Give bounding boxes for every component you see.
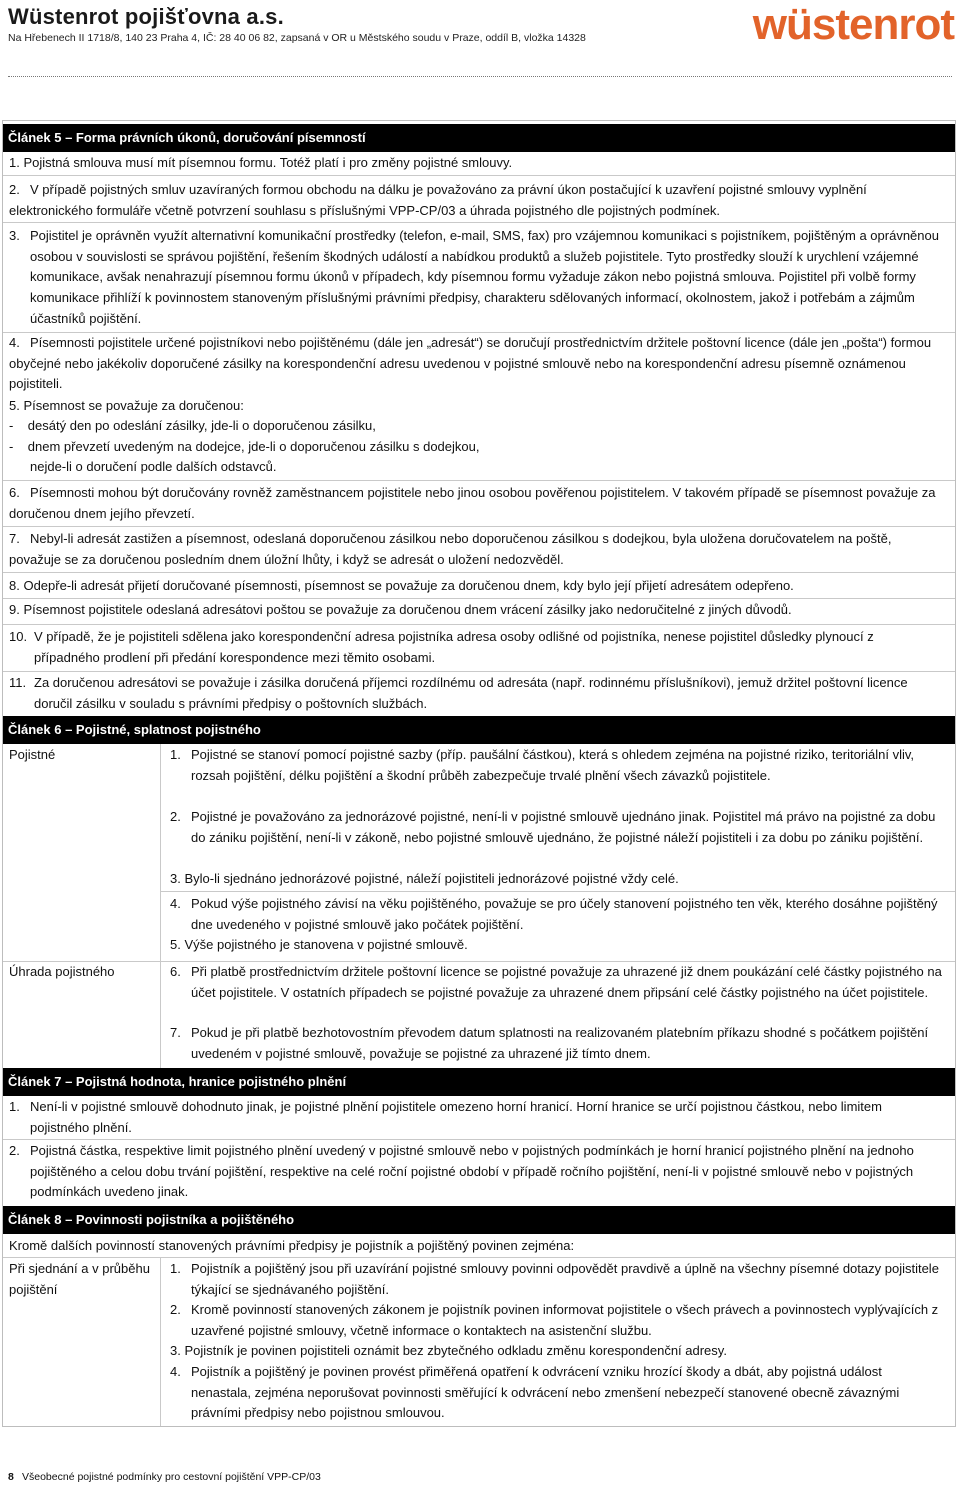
divider (3, 572, 955, 573)
item-number: 2. (170, 1302, 181, 1317)
item-number: 1. (9, 155, 20, 170)
divider (161, 891, 955, 892)
item-text: Není-li v pojistné smlouvě dohodnuto jinak, je pojistné plnění pojistitele omezeno horní hranicí. Horní hranice se určí pojistnou částkou, nebo limitem pojistného plnění. (30, 1099, 882, 1135)
art6-item-5 (170, 935, 945, 956)
item-text: Pojistník je povinen pojistiteli oznámit bez zbytečného odkladu změnu korespondenční adresy. (184, 1343, 727, 1358)
art5-dash-2 (9, 437, 939, 458)
art5-item-10 (9, 627, 939, 668)
item-text: Nebyl-li adresát zastižen a písemnost, odeslaná doporučenou zásilkou nebo doporučenou zásilkou s dodejkou, byla uložena doručovatelem na poště, považuje se za doručenou posledním dnem úložní lhůty, i když se adresát o uložení nedozvěděl. (9, 531, 892, 567)
item-text: Odepře-li adresát přijetí doručované písemnosti, písemnost se považuje za doručenou dnem, kdy bylo její přijetí adresátem odepřeno. (23, 578, 794, 593)
item-text: nejde-li o doručení podle dalších odstavců. (30, 459, 277, 474)
art5-item-4 (9, 333, 939, 395)
item-number: 8. (9, 578, 20, 593)
item-number: 6. (170, 964, 181, 979)
art5-item-5 (9, 396, 939, 417)
divider (3, 624, 955, 625)
item-number: 1. (170, 747, 181, 762)
item-text: V případě, že je pojistiteli sdělena jako korespondenční adresa pojistníka adresa osoby odlišné od pojistníka, nenese pojistitel důsledky plynoucí z případného prodlení při předání korespondence mezi těmito osobami. (34, 629, 874, 665)
divider (3, 175, 955, 176)
item-text: Písemnost pojistitele odeslaná adresátovi poštou se považuje za doručenou dnem vrácení zásilky jako nedoručitelné z jiných důvodů. (23, 602, 792, 617)
item-number: 6. (9, 485, 20, 500)
item-text: Písemnost se považuje za doručenou: (23, 398, 244, 413)
item-number: 3. (170, 1343, 181, 1358)
divider (3, 480, 955, 481)
art5-item-3 (9, 226, 947, 330)
item-number: 7. (170, 1025, 181, 1040)
item-number: 3. (170, 871, 181, 886)
article-5-heading: Článek 5 – Forma právních úkonů, doručování písemností (3, 124, 955, 152)
item-number: 2. (9, 1143, 20, 1158)
art5-item-1 (9, 153, 939, 174)
page-number: 8 (8, 1471, 14, 1483)
divider (3, 222, 955, 223)
dash: - (9, 439, 14, 454)
article-8-heading: Článek 8 – Povinnosti pojistníka a pojištěného (3, 1206, 955, 1234)
item-text: Pojistné je považováno za jednorázové pojistné, není-li v pojistné smlouvě ujednáno jinak. Pojistitel má právo na pojistné za dobu do zániku pojištění, není-li v zákoně, nebo pojistné smlouvě ujednáno, že pojistné náleží pojistiteli i za dobu po zániku pojištění. (191, 809, 936, 845)
art6-item-2 (170, 807, 945, 848)
label-pri-sjednani: Při sjednání a v průběhu pojištění (9, 1261, 150, 1297)
item-text: Písemnosti pojistitele určené pojistníkovi nebo pojištěnému (dále jen „adresát“) se doručují prostřednictvím držitele poštovní licence (dále jen „pošta“) formou obyčejné nebo jakékoliv doporučené zásilky na korespondenční adresu uvedenou v pojistné smlouvě nebo na korespondenční adresu písemně oznámenou pojistiteli. (9, 335, 932, 392)
item-number: 2. (170, 809, 181, 824)
item-number: 1. (170, 1261, 181, 1276)
art5-item-11 (9, 673, 939, 714)
company-name: Wüstenrot pojišťovna a.s. (8, 4, 284, 29)
item-number: 4. (9, 335, 20, 350)
art5-dash-1 (9, 416, 939, 437)
item-number: 4. (170, 1364, 181, 1379)
item-number: 2. (9, 182, 20, 197)
art5-item-8 (9, 576, 947, 597)
footer-text: Všeobecné pojistné podmínky pro cestovní pojištění VPP-CP/03 (22, 1471, 321, 1483)
divider (3, 598, 955, 599)
item-text: Pojistitel je oprávněn využít alternativní komunikační prostředky (telefon, e-mail, SMS, fax) pro vzájemnou komunikaci s pojistníkem, pojištěným a oprávněnou osobou v souvislosti se správou pojištění, řešením škodných událostí a nabídkou produktů a služeb pojistitele. Tyto prostředky slouží k urychlení vzájemné komunikace, avšak nenahrazují písemnou formu úkonů v případech, kdy písemnou formu vyžaduje zákon nebo pojistná smlouva. Pojistitel při volbě formy komunikace přihlíží k povinnostem stanoveným příslušnými právními předpisy, charakteru sdělovaných informací, okolnostem, jakož i potřebám a zájmům účastníků pojištění. (30, 228, 939, 326)
art5-item-9 (9, 600, 947, 621)
label-uhrada-pojistneho: Úhrada pojistného (9, 964, 115, 979)
item-text: Výše pojistného je stanovena v pojistné smlouvě. (184, 937, 468, 952)
art8-item-2 (170, 1300, 945, 1341)
item-number: 1. (9, 1099, 20, 1114)
item-number: 4. (170, 896, 181, 911)
item-text: Při platbě prostřednictvím držitele poštovní licence se pojistné považuje za uhrazené již dnem poukázání celé částky pojistného na účet pojistitele. V ostatních případech se pojistné považuje za uhrazené dnem připsání celé částky pojistného na účet pojistitele. (191, 964, 942, 1000)
item-number: 10. (9, 629, 28, 644)
company-address: Na Hřebenech II 1718/8, 140 23 Praha 4, IČ: 28 40 06 82, zapsaná v OR u Městského soudu v Praze, oddíl B, vložka 14328 (8, 32, 586, 44)
item-text: desátý den po odeslání zásilky, jde-li o doporučenou zásilku, (27, 418, 376, 433)
item-number: 9. (9, 602, 20, 617)
divider (3, 1139, 955, 1140)
divider (3, 671, 955, 672)
item-text: Písemnosti mohou být doručovány rovněž zaměstnancem pojistitele nebo jinou osobou pověřenou pojistitelem. V takovém případě se písemnost považuje za doručenou dnem jejího převzetí. (9, 485, 936, 521)
art8-intro: Kromě dalších povinností stanovených právními předpisy je pojistník a pojištěný povinen zejména: (9, 1238, 575, 1253)
wustenrot-logo: wüstenrot (752, 0, 954, 49)
item-number: 5. (170, 937, 181, 952)
column-divider (160, 1258, 161, 1426)
item-text: Kromě povinností stanovených zákonem je pojistník povinen informovat pojistitele o všech právech a povinnostech vyplývajících z uzavřené pojistné smlouvy, včetně informace o kontaktech na asistenční službu. (191, 1302, 939, 1338)
article-7-heading: Článek 7 – Pojistná hodnota, hranice pojistného plnění (3, 1068, 955, 1096)
item-text: Pojistná smlouva musí mít písemnou formu. Totéž platí i pro změny pojistné smlouvy. (23, 155, 513, 170)
art5-item-7 (9, 529, 947, 570)
dash: - (9, 418, 14, 433)
art8-item-4 (170, 1362, 945, 1424)
item-text: dnem převzetí uvedeným na dodejce, jde-li o doporučenou zásilku s dodejkou, (27, 439, 480, 454)
art5-dash-tail (30, 457, 930, 478)
item-text: Pokud je při platbě bezhotovostním převodem datum splatnosti na realizovaném platebním příkazu shodné s počátkem pojištění uvedeném v pojistné smlouvě, považuje se pojistné za uhrazené již tímto dnem. (191, 1025, 929, 1061)
art8-item-3 (170, 1341, 945, 1362)
item-number: 7. (9, 531, 20, 546)
art7-item-1 (9, 1097, 939, 1138)
item-text: Pojistné se stanoví pomocí pojistné sazby (příp. paušální částkou), která s ohledem zejména na pojistné riziko, teritoriální vliv, rozsah pojištění, délku pojištění a škodní průběh zabezpečuje trvalé plnění všech závazků pojistitele. (191, 747, 915, 783)
art5-item-2 (9, 180, 947, 221)
item-number: 11. (9, 675, 27, 690)
art7-item-2 (9, 1141, 939, 1203)
art6-item-1 (170, 745, 945, 786)
item-text: Pojistník a pojištěný je povinen provést přiměřená opatření k odvrácení vzniku hrozící škody a dbát, aby pojistná událost nenastala, zejména neporušovat povinnosti směřující k odvrácení nebo zmenšení nebezpečí stanovené obecně závaznými právními předpisy nebo pojistnou smlouvou. (191, 1364, 900, 1421)
header-divider (8, 76, 952, 77)
item-number: 3. (9, 228, 20, 243)
item-text: Bylo-li sjednáno jednorázové pojistné, náleží pojistiteli jednorázové pojistné vždy celé. (184, 871, 679, 886)
divider (3, 1257, 955, 1258)
divider (3, 526, 955, 527)
item-number: 5. (9, 398, 20, 413)
column-divider (160, 744, 161, 1068)
item-text: V případě pojistných smluv uzavíraných formou obchodu na dálku je považováno za právní úkon postačující k uzavření pojistné smlouvy vyplnění elektronického formuláře včetně potvrzení souhlasu s příslušnými VPP-CP/03 a úhrada pojistného dle pojistných podmínek. (9, 182, 867, 218)
art6-item-6 (170, 962, 945, 1003)
item-text: Pojistník a pojištěný jsou při uzavírání pojistné smlouvy povinni odpovědět pravdivě a úplně na všechny písemné dotazy pojistitele týkající se sjednávaného pojištění. (191, 1261, 939, 1297)
art8-item-1 (170, 1259, 945, 1300)
label-pojistne: Pojistné (9, 747, 56, 762)
article-6-heading: Článek 6 – Pojistné, splatnost pojistného (3, 716, 955, 744)
art6-item-4 (170, 894, 945, 935)
art6-item-7 (170, 1023, 945, 1064)
art5-item-6 (9, 483, 944, 524)
art6-item-3 (170, 869, 945, 890)
page-header (0, 0, 960, 80)
item-text: Pokud výše pojistného závisí na věku pojištěného, považuje se pro účely stanovení pojistného ten věk, kterého dosáhne pojištěný dne uvedeného v pojistné smlouvě jako počátek pojištění. (191, 896, 938, 932)
item-text: Za doručenou adresátovi se považuje i zásilka doručená příjemci rozdílnému od adresáta (např. rodinnému příslušníkovi), jemuž držitel poštovní licence doručil zásilku v souladu s právními předpisy o poštovních službách. (34, 675, 908, 711)
item-text: Pojistná částka, respektive limit pojistného plnění uvedený v pojistné smlouvě nebo v pojistných podmínkách je horní hranicí pojistného plnění na jednoho pojištěného a celou dobu trvání pojištění, respektive na celé roční pojistné období v případě ročního pojištění, není-li v pojistné smlouvě nebo v pojistných podmínkách uvedeno jinak. (30, 1143, 914, 1200)
